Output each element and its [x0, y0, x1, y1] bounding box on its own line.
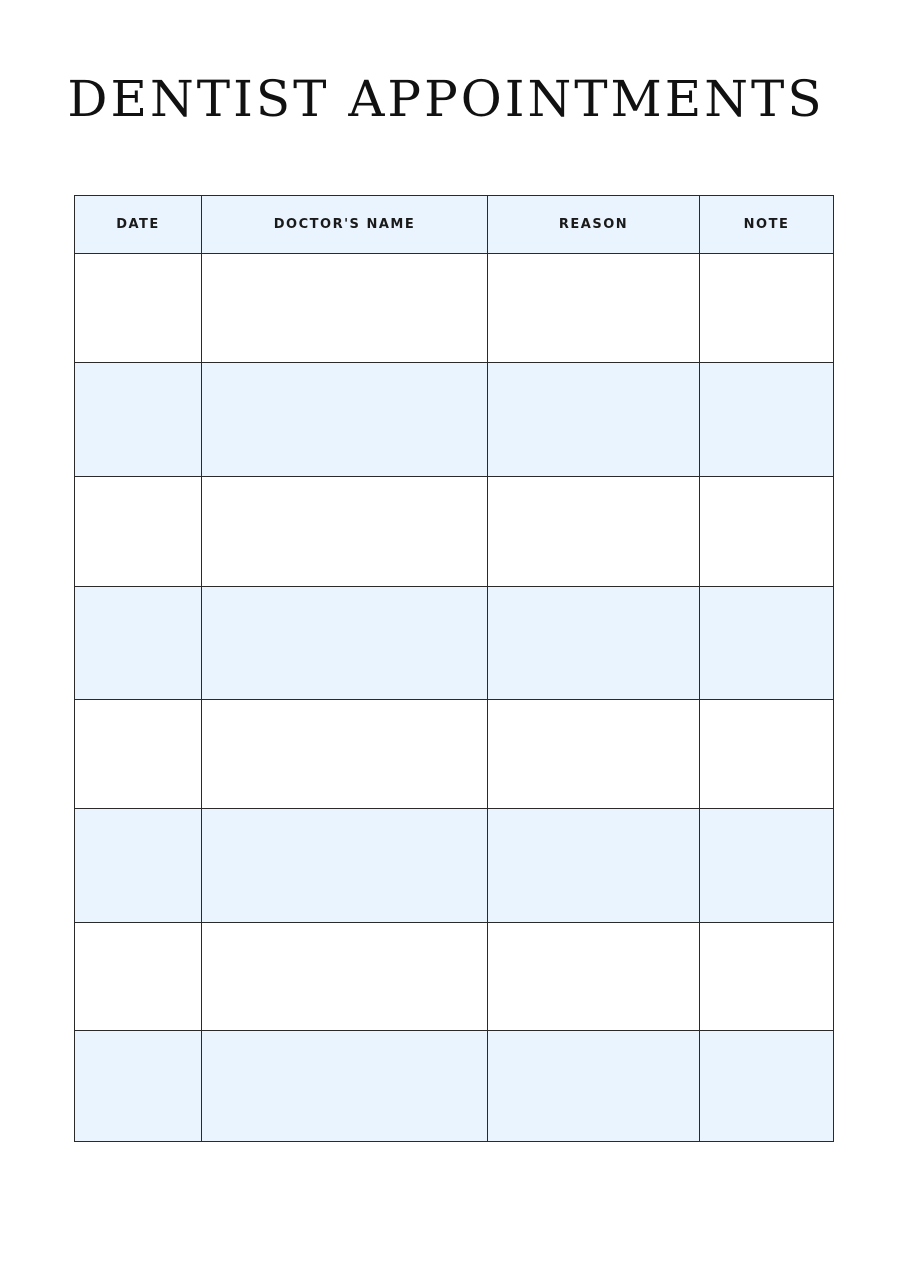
cell-date[interactable]	[75, 477, 202, 587]
cell-date[interactable]	[75, 923, 202, 1031]
table-row	[75, 700, 834, 809]
header-doctors-name: DOCTOR'S NAME	[202, 196, 488, 254]
header-note: NOTE	[700, 196, 834, 254]
cell-date[interactable]	[75, 1031, 202, 1142]
cell-note[interactable]	[700, 363, 834, 477]
appointments-table	[74, 195, 834, 1142]
cell-date[interactable]	[75, 587, 202, 700]
cell-note[interactable]	[700, 923, 834, 1031]
table-row	[75, 587, 834, 700]
table-row	[75, 363, 834, 477]
cell-note[interactable]	[700, 477, 834, 587]
table-row	[75, 809, 834, 923]
header-date: DATE	[75, 196, 202, 254]
cell-note[interactable]	[700, 587, 834, 700]
cell-doctors-name[interactable]	[202, 587, 488, 700]
table-header-row	[75, 196, 834, 254]
cell-date[interactable]	[75, 700, 202, 809]
cell-reason[interactable]	[488, 809, 700, 923]
cell-date[interactable]	[75, 254, 202, 363]
cell-reason[interactable]	[488, 1031, 700, 1142]
cell-date[interactable]	[75, 363, 202, 477]
cell-doctors-name[interactable]	[202, 809, 488, 923]
table-row	[75, 923, 834, 1031]
header-reason: REASON	[488, 196, 700, 254]
cell-date[interactable]	[75, 809, 202, 923]
table-body	[75, 254, 834, 1142]
page-title: DENTIST APPOINTMENTS	[67, 70, 825, 128]
cell-doctors-name[interactable]	[202, 1031, 488, 1142]
cell-reason[interactable]	[488, 587, 700, 700]
cell-doctors-name[interactable]	[202, 254, 488, 363]
cell-note[interactable]	[700, 809, 834, 923]
cell-note[interactable]	[700, 254, 834, 363]
cell-reason[interactable]	[488, 477, 700, 587]
cell-doctors-name[interactable]	[202, 363, 488, 477]
cell-doctors-name[interactable]	[202, 923, 488, 1031]
table-row	[75, 254, 834, 363]
cell-note[interactable]	[700, 1031, 834, 1142]
cell-reason[interactable]	[488, 923, 700, 1031]
table-row	[75, 1031, 834, 1142]
table-row	[75, 477, 834, 587]
cell-reason[interactable]	[488, 254, 700, 363]
cell-note[interactable]	[700, 700, 834, 809]
cell-doctors-name[interactable]	[202, 700, 488, 809]
cell-doctors-name[interactable]	[202, 477, 488, 587]
cell-reason[interactable]	[488, 363, 700, 477]
cell-reason[interactable]	[488, 700, 700, 809]
